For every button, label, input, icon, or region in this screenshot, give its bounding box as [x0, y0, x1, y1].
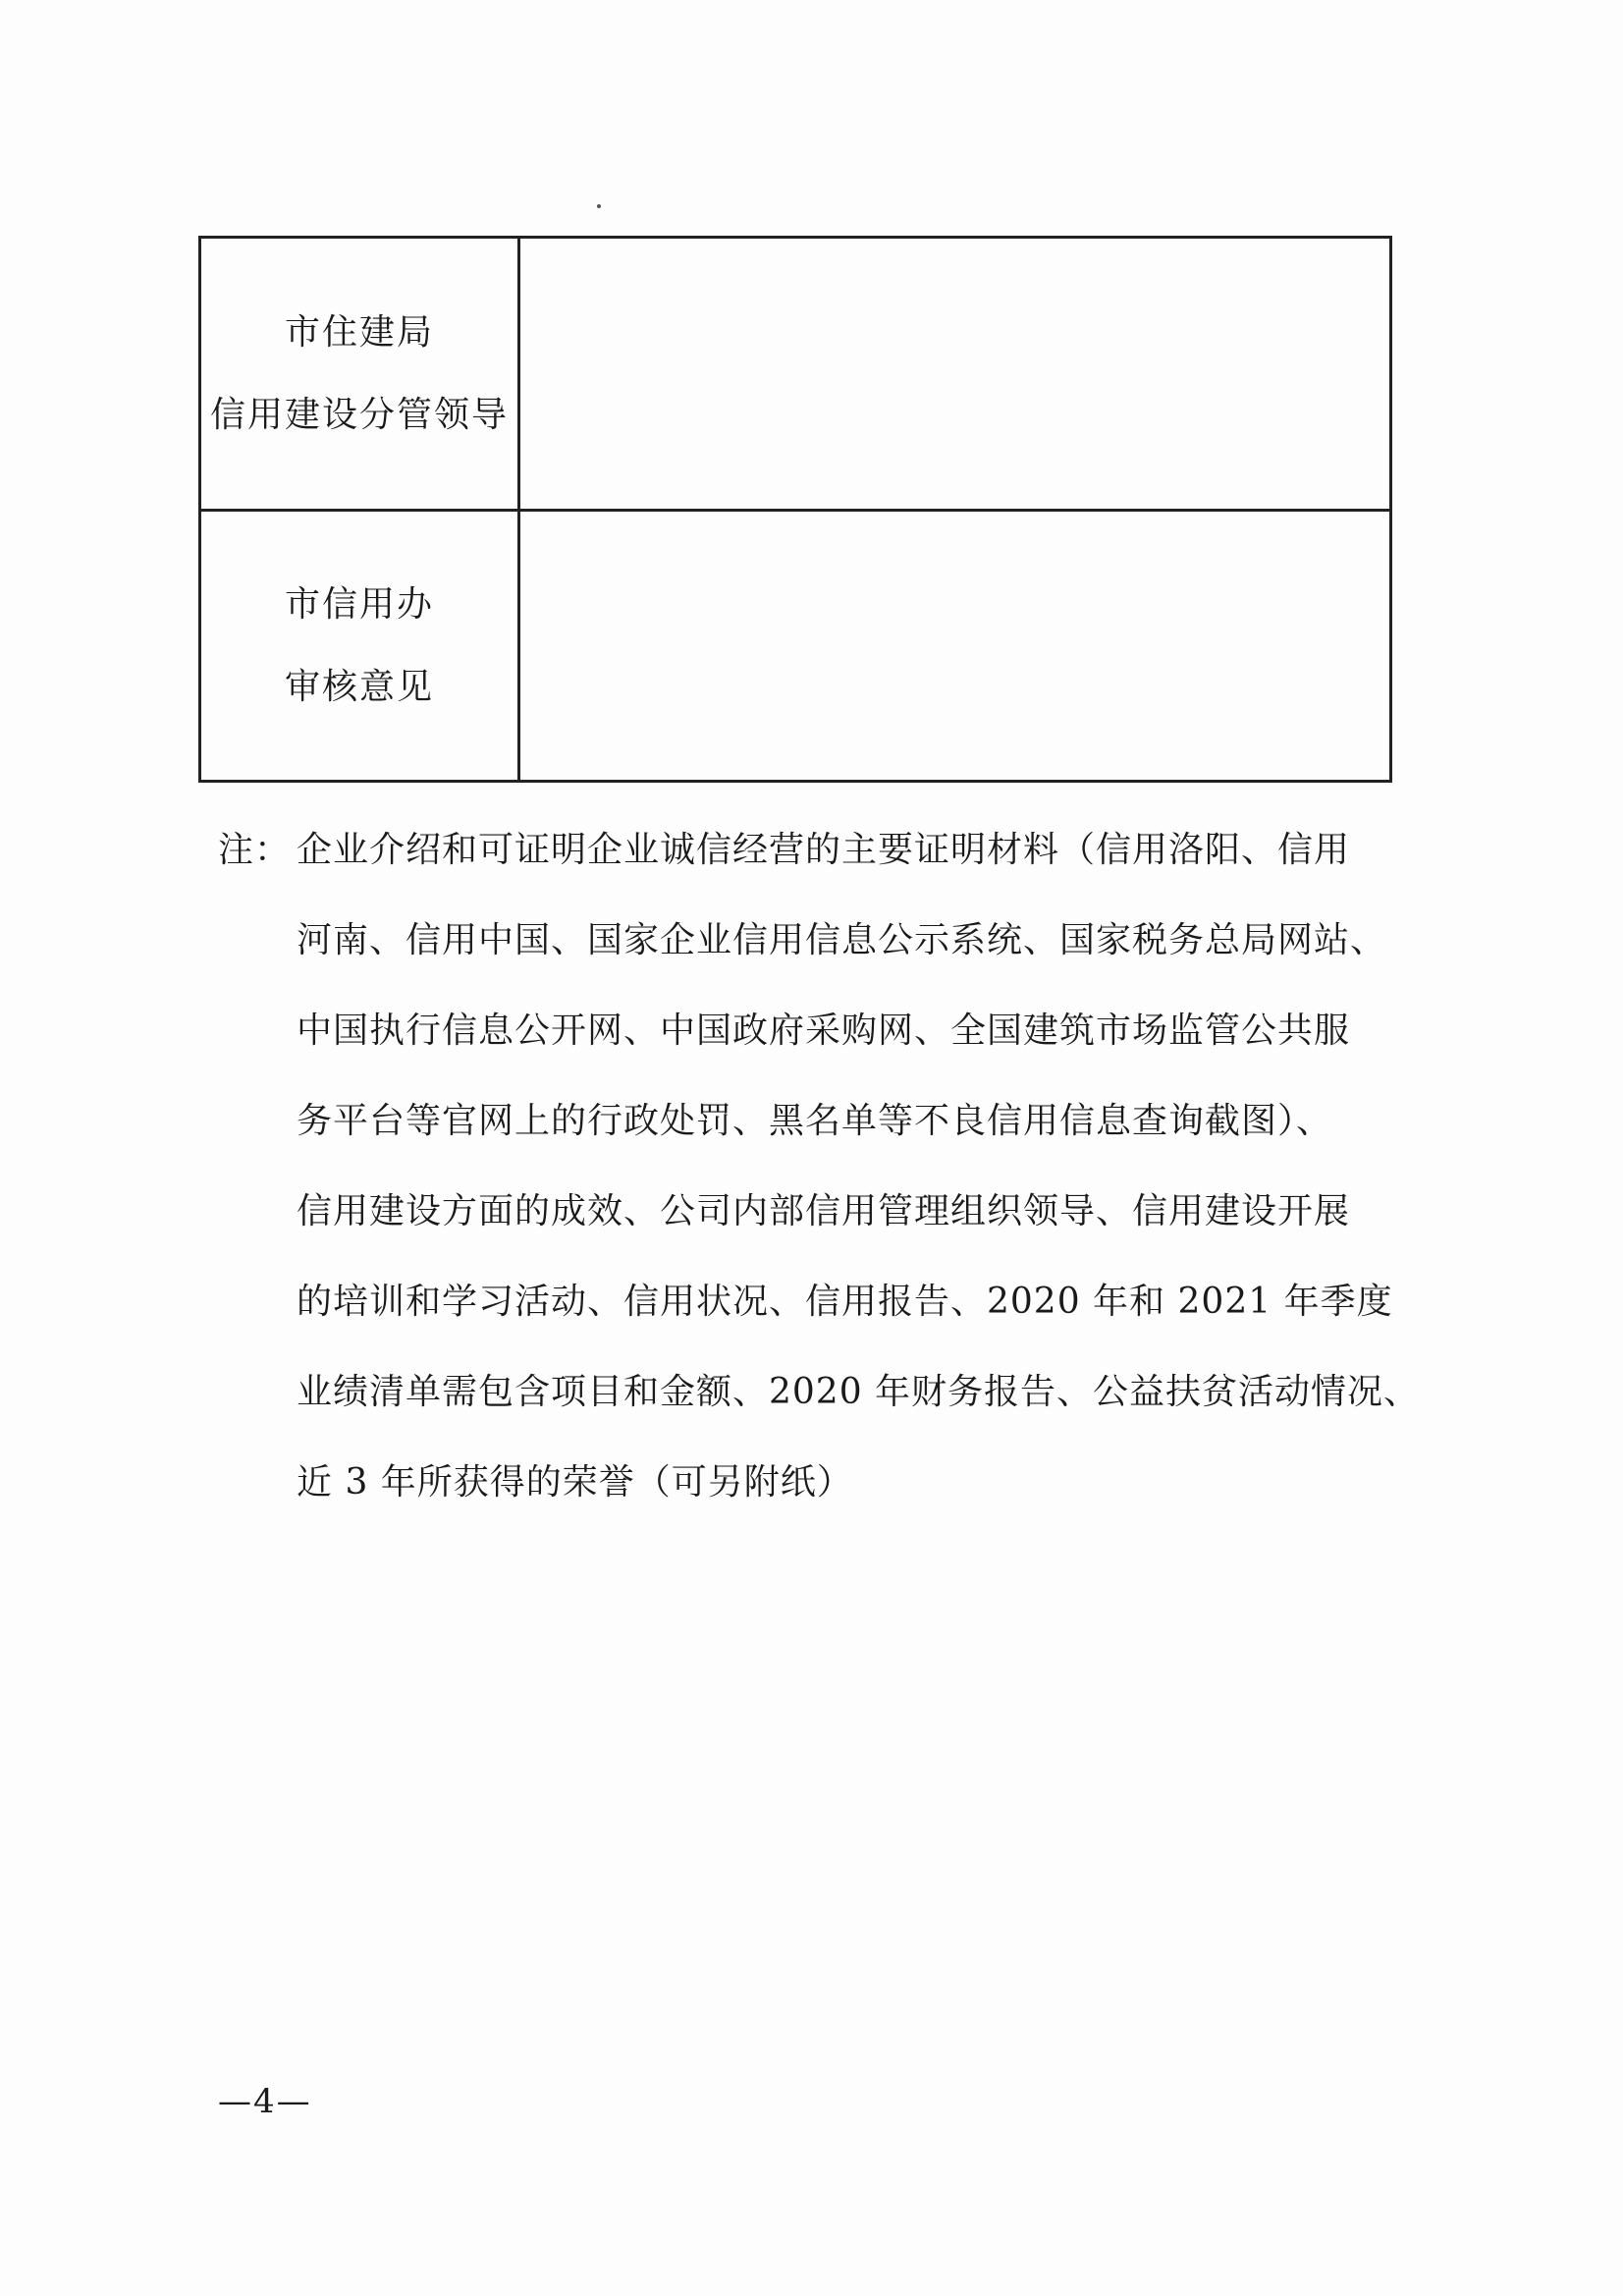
- note-line: 务平台等官网上的行政处罚、黑名单等不良信用信息查询截图）、: [297, 1101, 1333, 1141]
- note-line: 企业介绍和可证明企业诚信经营的主要证明材料（信用洛阳、信用: [297, 830, 1351, 870]
- page-number: —4—: [218, 2082, 312, 2121]
- row-label-line: 审核意见: [284, 666, 434, 707]
- note-line: 河南、信用中国、国家企业信用信息公示系统、国家税务总局网站、: [297, 920, 1387, 960]
- row-label-line: 市信用办: [284, 583, 434, 625]
- note-line: 信用建设方面的成效、公司内部信用管理组织领导、信用建设开展: [297, 1191, 1351, 1231]
- row-label-line: 市住建局: [284, 311, 434, 353]
- note-line: 近 3 年所获得的荣誉（可另附纸）: [297, 1462, 853, 1503]
- row-label-credit-office: [201, 512, 520, 780]
- row-label-housing-bureau: [201, 239, 520, 512]
- note-body: [297, 805, 1421, 1528]
- row-content-housing-bureau: [520, 239, 1389, 512]
- note-line: 中国执行信息公开网、中国政府采购网、全国建筑市场监管公共服: [297, 1011, 1351, 1051]
- scan-speck: [597, 204, 601, 208]
- note-line: 的培训和学习活动、信用状况、信用报告、2020 年和 2021 年季度: [297, 1282, 1393, 1322]
- note-line: 业绩清单需包含项目和金额、2020 年财务报告、公益扶贫活动情况、: [297, 1372, 1421, 1412]
- row-label-line: 信用建设分管领导: [209, 394, 509, 435]
- note-prefix: 注：: [218, 830, 292, 870]
- approval-table: [198, 236, 1392, 783]
- row-content-credit-office: [520, 512, 1389, 780]
- note-block: [218, 805, 1421, 1528]
